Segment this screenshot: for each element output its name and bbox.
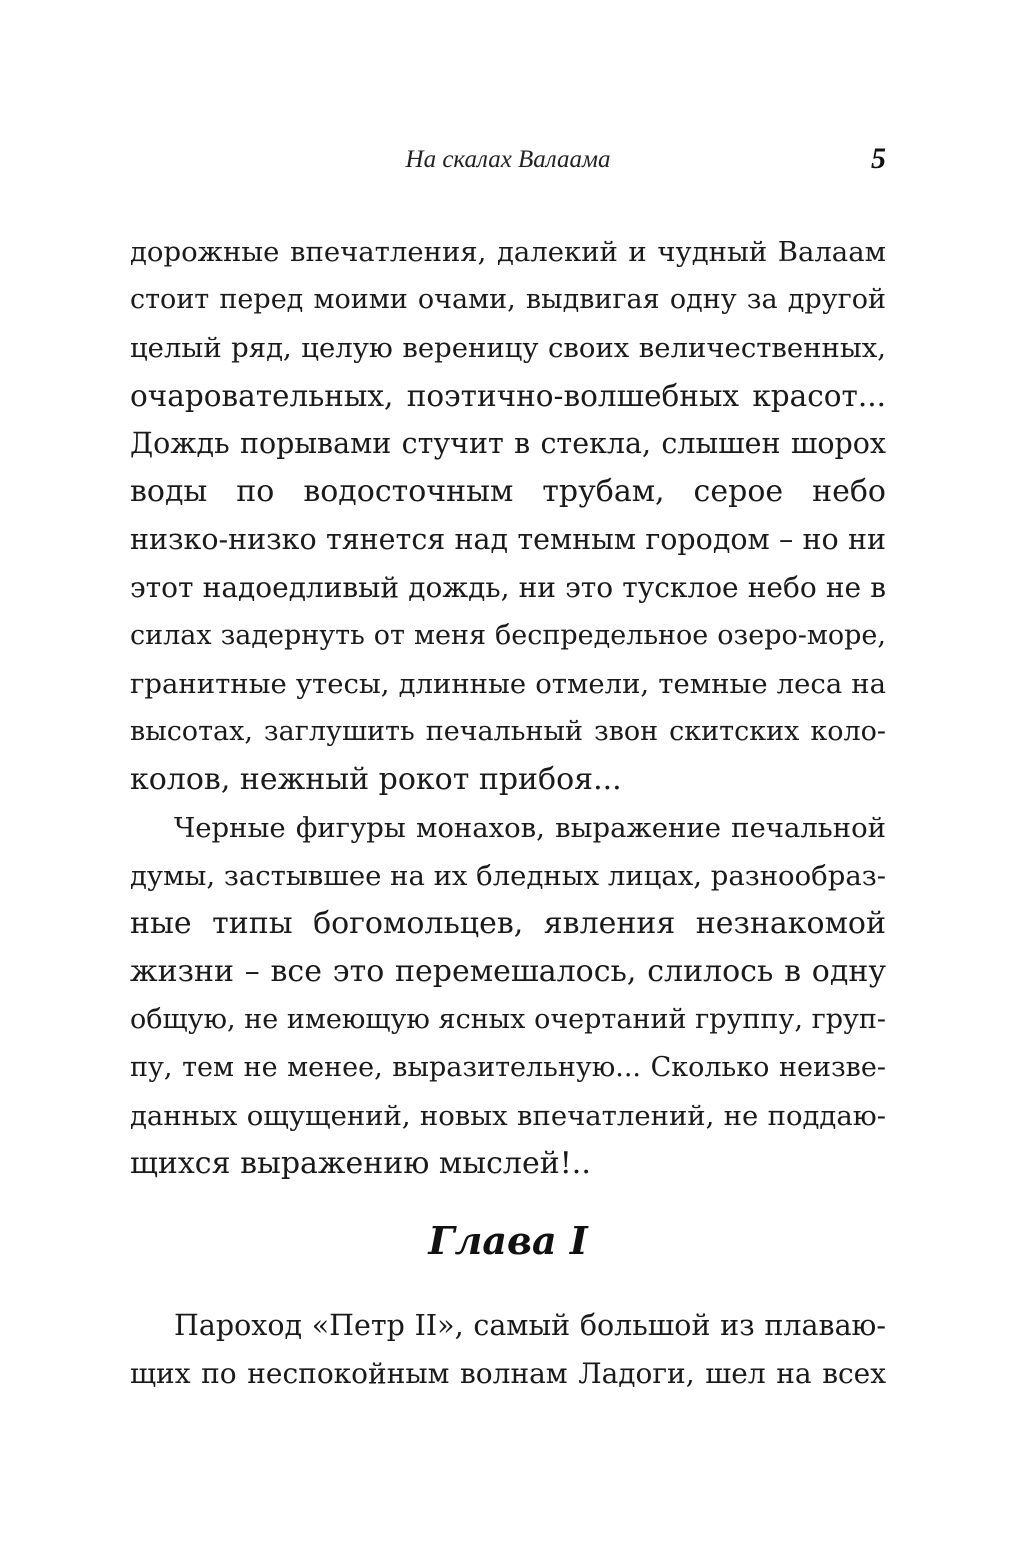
text-line: жизни – все это перемешалось, слилось в одну — [130, 954, 886, 989]
text-line: целый ряд, целую вереницу своих величественных, — [130, 332, 886, 364]
text-line: высотах, заглушить печальный звон скитских коло- — [130, 716, 886, 747]
text-line: гранитные утесы, длинные отмели, темные леса на — [130, 668, 886, 700]
text-line: низко-низко тянется над темным городом – но ни — [130, 523, 886, 556]
text-line: щих по неспокойным волнам Ладоги, шел на всех — [130, 1357, 886, 1390]
text-line: очаровательных, поэтично-волшебных красот... — [130, 379, 886, 413]
text-line: Пароход «Петр II», самый большой из плаваю- — [174, 1309, 886, 1342]
text-line: данных ощущений, новых впечатлений, не поддаю- — [130, 1100, 886, 1132]
text-line: колов, нежный рокот прибоя... — [130, 762, 622, 797]
text-line: Черные фигуры монахов, выражение печальной — [174, 812, 886, 844]
running-title: На скалах Валаама — [405, 146, 611, 173]
text-line: ные типы богомольцев, явления незнакомой — [130, 906, 886, 941]
text-line: общую, не имеющую ясных очертаний группу, груп- — [130, 1004, 886, 1035]
text-line: пу, тем не менее, выразительную... Сколько неизве- — [130, 1052, 886, 1083]
text-line: думы, застывшее на их бледных лицах, разнообраз- — [130, 860, 886, 892]
text-line: этот надоедливый дождь, ни это тусклое небо не в — [130, 571, 886, 604]
chapter-title: Глава I — [428, 1218, 588, 1263]
chapter-text — [130, 1302, 886, 1398]
body-text — [130, 228, 886, 1188]
running-head — [130, 140, 886, 180]
text-line: щихся выражению мыслей!.. — [130, 1146, 591, 1181]
text-line: дорожные впечатления, далекий и чудный Валаам — [130, 236, 886, 268]
text-line: Дождь порывами стучит в стекла, слышен шорох — [130, 427, 886, 460]
text-line: силах задернуть от меня беспредельное озеро-море, — [130, 620, 886, 651]
text-line: стоит перед моими очами, выдвигая одну за другой — [130, 284, 886, 315]
text-line: воды по водосточным трубам, серое небо — [130, 474, 886, 509]
page-number: 5 — [871, 142, 886, 175]
